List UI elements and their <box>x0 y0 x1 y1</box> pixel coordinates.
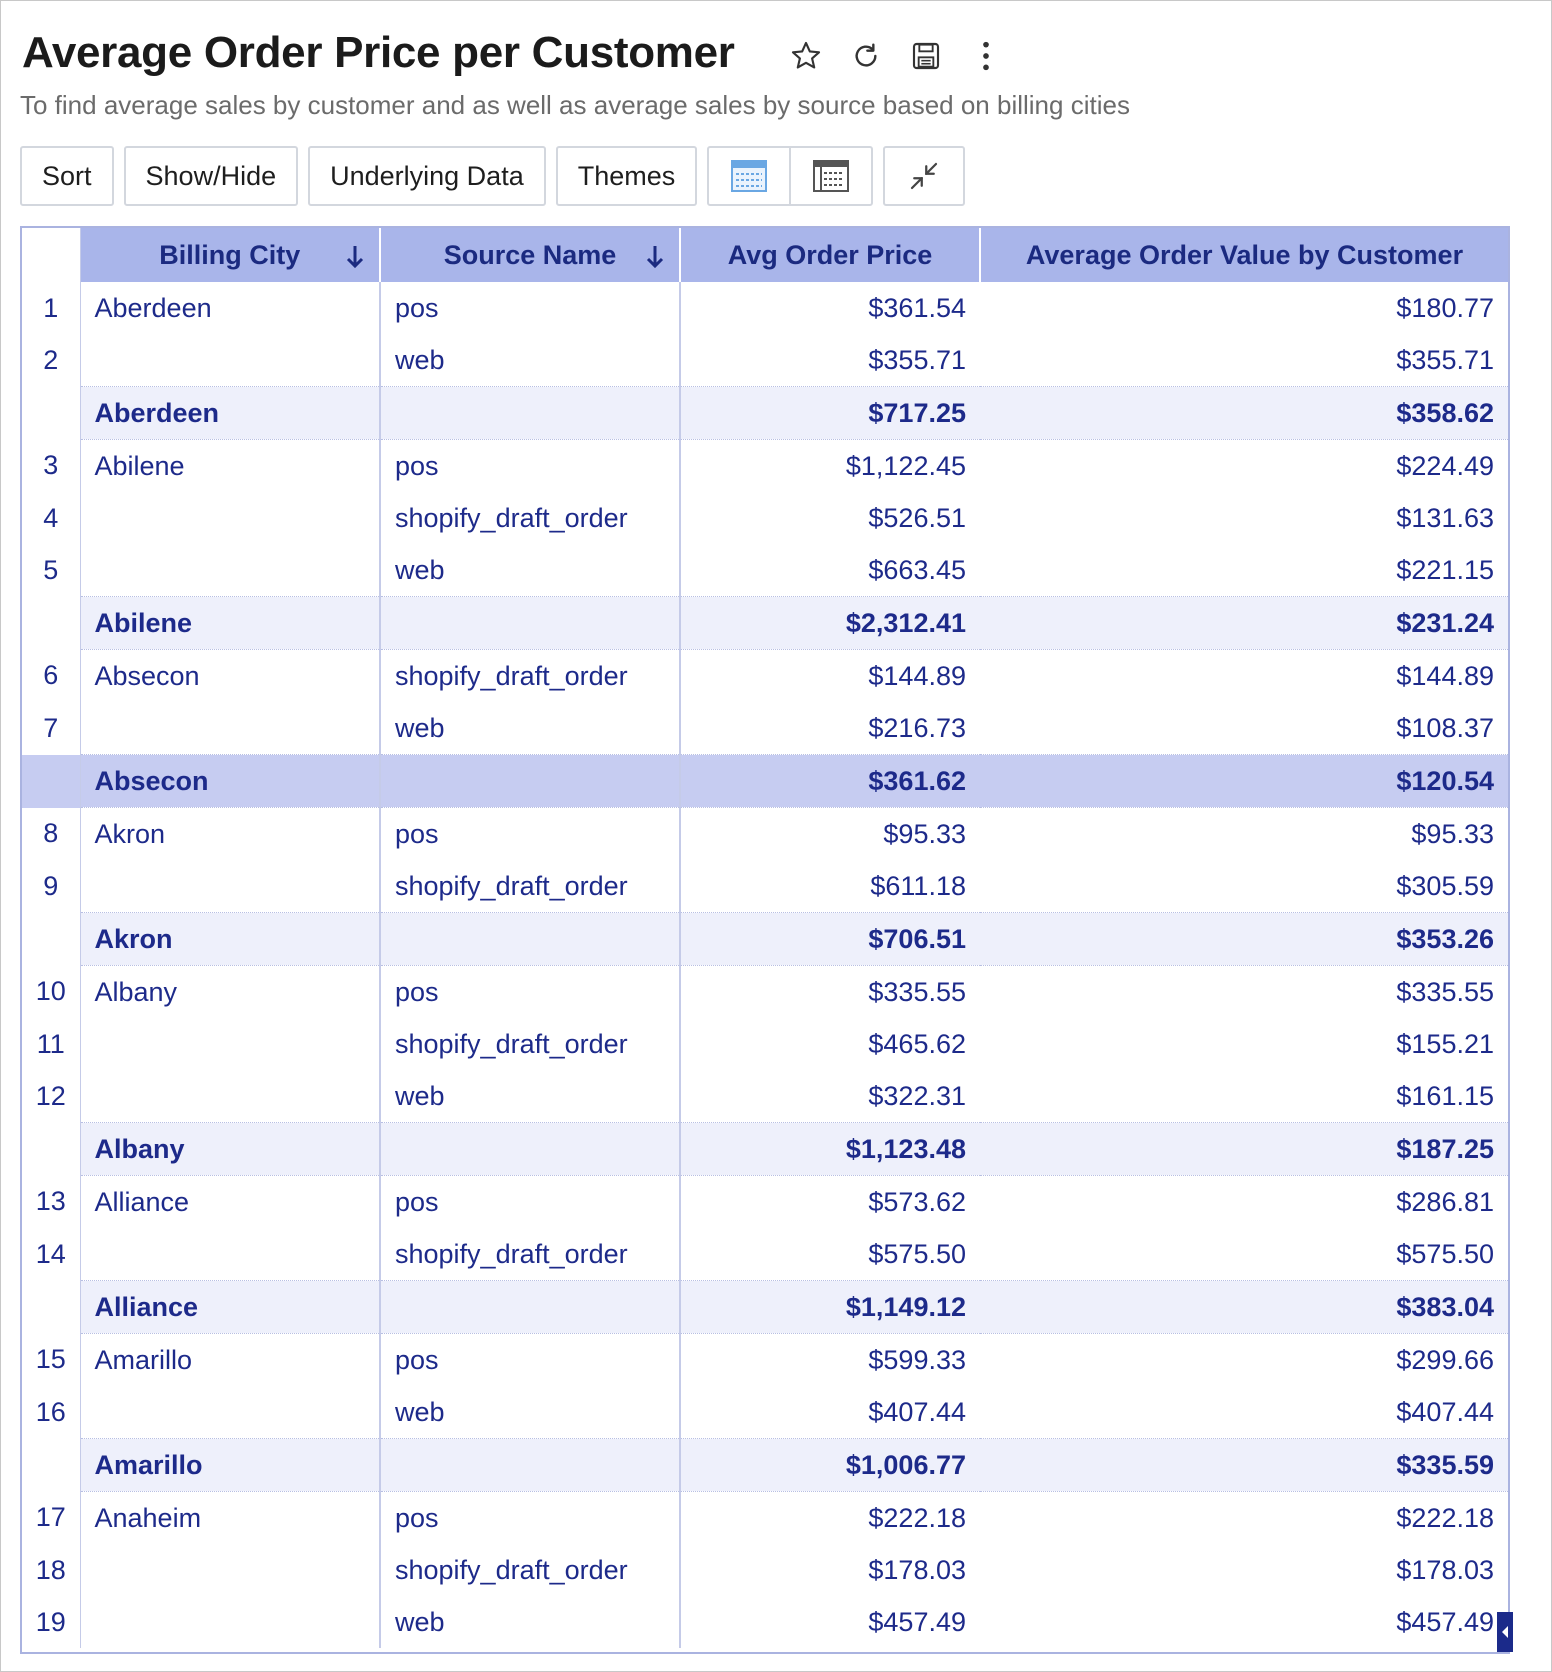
row-number-cell: 11 <box>22 1018 80 1070</box>
row-number-header <box>22 228 80 282</box>
title-actions <box>787 37 1005 75</box>
table-view-icon[interactable] <box>709 148 789 204</box>
row-number-cell: 19 <box>22 1596 80 1648</box>
avg-value-by-customer-cell: $353.26 <box>980 913 1508 966</box>
avg-order-price-cell: $1,122.45 <box>845 450 966 481</box>
row-number-cell <box>22 1281 80 1334</box>
subtotal-row[interactable] <box>22 387 1508 440</box>
row-number-cell: 9 <box>22 860 80 913</box>
avg-value-by-customer-cell: $144.89 <box>1396 660 1494 691</box>
billing-city-cell: Amarillo <box>80 1334 380 1387</box>
table-row[interactable] <box>22 702 1508 755</box>
billing-city-cell: Abilene <box>80 597 380 650</box>
avg-order-price-cell: $407.44 <box>868 1396 966 1427</box>
avg-order-price-cell: $1,149.12 <box>680 1281 980 1334</box>
billing-city-cell: Albany <box>80 966 380 1019</box>
row-number-cell: 10 <box>22 966 80 1019</box>
source-name-cell: shopify_draft_order <box>380 1544 680 1596</box>
avg-order-price-cell: $465.62 <box>868 1028 966 1059</box>
row-number-cell: 7 <box>22 702 80 755</box>
subtotal-row[interactable] <box>22 1281 1508 1334</box>
row-number-cell: 16 <box>22 1386 80 1439</box>
avg-order-price-cell: $335.55 <box>868 976 966 1007</box>
avg-value-by-customer-cell: $335.55 <box>1396 976 1494 1007</box>
source-name-cell: pos <box>380 966 680 1019</box>
avg-order-price-cell: $355.71 <box>868 344 966 375</box>
avg-order-price-cell: $144.89 <box>868 660 966 691</box>
subtotal-row[interactable] <box>22 913 1508 966</box>
avg-order-price-cell: $361.54 <box>868 292 966 323</box>
source-name-cell: pos <box>380 1492 680 1545</box>
table-row[interactable] <box>22 1596 1508 1648</box>
source-name-cell: pos <box>380 1176 680 1229</box>
avg-order-price-cell: $611.18 <box>870 870 966 901</box>
avg-value-by-customer-cell: $108.37 <box>1396 712 1494 743</box>
billing-city-cell <box>80 1596 380 1648</box>
source-name-cell <box>380 597 680 650</box>
avg-value-by-customer-cell: $161.15 <box>1396 1080 1494 1111</box>
table-row[interactable] <box>22 544 1508 597</box>
billing-city-cell <box>80 860 380 913</box>
avg-value-by-customer-cell: $221.15 <box>1396 554 1494 585</box>
billing-city-cell <box>80 544 380 597</box>
panel-toggle-handle[interactable] <box>1497 1612 1513 1652</box>
source-name-cell: web <box>380 334 680 387</box>
row-number-cell: 17 <box>22 1492 80 1545</box>
table-body <box>22 282 1508 1648</box>
row-number-cell: 15 <box>22 1334 80 1387</box>
billing-city-cell: Aberdeen <box>80 387 380 440</box>
source-name-cell: shopify_draft_order <box>380 860 680 913</box>
subtotal-row[interactable] <box>22 1123 1508 1176</box>
row-number-cell: 4 <box>22 492 80 544</box>
column-header-source-name[interactable] <box>380 228 680 282</box>
subtotal-row[interactable] <box>22 755 1508 808</box>
table-row[interactable] <box>22 492 1508 544</box>
table-row[interactable] <box>22 1544 1508 1596</box>
avg-order-price-cell: $361.62 <box>680 755 980 808</box>
favorite-star-icon[interactable] <box>787 37 825 75</box>
row-number-cell <box>22 387 80 440</box>
billing-city-cell <box>80 1228 380 1281</box>
source-name-cell <box>380 1439 680 1492</box>
billing-city-cell: Aberdeen <box>80 282 380 334</box>
avg-value-by-customer-cell: $155.21 <box>1396 1028 1494 1059</box>
source-name-cell <box>380 755 680 808</box>
sort-descending-icon[interactable] <box>645 244 665 277</box>
avg-order-price-cell: $526.51 <box>868 502 966 533</box>
row-number-cell: 1 <box>22 282 80 334</box>
column-header-avg-order-price[interactable]: Avg Order Price <box>680 228 980 282</box>
avg-order-price-cell: $599.33 <box>868 1344 966 1375</box>
billing-city-cell: Amarillo <box>80 1439 380 1492</box>
table-row[interactable] <box>22 650 1508 703</box>
avg-order-price-cell: $178.03 <box>868 1554 966 1585</box>
source-name-cell: web <box>380 1070 680 1123</box>
source-name-cell: web <box>380 544 680 597</box>
avg-value-by-customer-cell: $358.62 <box>980 387 1508 440</box>
billing-city-cell: Absecon <box>80 650 380 703</box>
avg-order-price-cell: $216.73 <box>868 712 966 743</box>
table-row[interactable] <box>22 1070 1508 1123</box>
source-name-cell: pos <box>380 282 680 334</box>
avg-value-by-customer-cell: $95.33 <box>1411 818 1494 849</box>
table-row[interactable] <box>22 1228 1508 1281</box>
source-name-cell <box>380 1281 680 1334</box>
table-row[interactable] <box>22 1176 1508 1229</box>
source-name-cell <box>380 913 680 966</box>
avg-value-by-customer-cell: $299.66 <box>1396 1344 1494 1375</box>
billing-city-cell: Anaheim <box>80 1492 380 1545</box>
billing-city-cell: Akron <box>80 913 380 966</box>
column-header-billing-city[interactable] <box>80 228 380 282</box>
page-title: Average Order Price per Customer <box>22 28 735 77</box>
avg-order-price-cell: $457.49 <box>868 1606 966 1637</box>
table-row[interactable] <box>22 808 1508 861</box>
billing-city-cell <box>80 702 380 755</box>
pivot-view-icon[interactable] <box>789 148 871 204</box>
source-name-cell: shopify_draft_order <box>380 650 680 703</box>
avg-value-by-customer-cell: $335.59 <box>980 1439 1508 1492</box>
row-number-cell <box>22 1439 80 1492</box>
row-number-cell: 18 <box>22 1544 80 1596</box>
underlying-data-button[interactable]: Underlying Data <box>308 146 546 206</box>
view-toggle-group <box>707 146 873 206</box>
avg-value-by-customer-cell: $383.04 <box>980 1281 1508 1334</box>
table-row[interactable] <box>22 1018 1508 1070</box>
row-number-cell: 5 <box>22 544 80 597</box>
source-name-cell <box>380 1123 680 1176</box>
avg-order-price-cell: $573.62 <box>868 1186 966 1217</box>
source-name-cell: shopify_draft_order <box>380 1228 680 1281</box>
billing-city-cell <box>80 1386 380 1439</box>
avg-value-by-customer-cell: $187.25 <box>980 1123 1508 1176</box>
row-number-cell <box>22 913 80 966</box>
source-name-cell: pos <box>380 1334 680 1387</box>
billing-city-cell <box>80 334 380 387</box>
avg-value-by-customer-cell: $305.59 <box>1396 870 1494 901</box>
billing-city-cell: Akron <box>80 808 380 861</box>
table-header-row <box>22 228 1508 282</box>
avg-order-price-cell: $2,312.41 <box>680 597 980 650</box>
subtotal-row[interactable] <box>22 597 1508 650</box>
save-icon[interactable] <box>907 37 945 75</box>
source-name-cell: web <box>380 702 680 755</box>
source-name-cell: web <box>380 1386 680 1439</box>
billing-city-cell <box>80 1070 380 1123</box>
avg-order-price-cell: $717.25 <box>680 387 980 440</box>
avg-order-price-cell: $222.18 <box>868 1502 966 1533</box>
avg-order-price-cell: $1,006.77 <box>680 1439 980 1492</box>
source-name-cell: shopify_draft_order <box>380 492 680 544</box>
billing-city-cell: Alliance <box>80 1176 380 1229</box>
column-header-label: Source Name <box>443 239 617 270</box>
avg-value-by-customer-cell: $575.50 <box>1396 1238 1494 1269</box>
pivot-table <box>20 226 1510 1654</box>
table-row[interactable] <box>22 1386 1508 1439</box>
table-row[interactable] <box>22 440 1508 493</box>
row-number-cell: 3 <box>22 440 80 493</box>
table-row[interactable] <box>22 1334 1508 1387</box>
avg-value-by-customer-cell: $286.81 <box>1396 1186 1494 1217</box>
billing-city-cell: Abilene <box>80 440 380 493</box>
avg-value-by-customer-cell: $224.49 <box>1396 450 1494 481</box>
avg-order-price-cell: $575.50 <box>868 1238 966 1269</box>
source-name-cell <box>380 387 680 440</box>
report-description: To find average sales by customer and as well as average sales by source based on billing cities <box>20 90 1130 120</box>
avg-value-by-customer-cell: $407.44 <box>1396 1396 1494 1427</box>
row-number-cell: 14 <box>22 1228 80 1281</box>
billing-city-cell: Alliance <box>80 1281 380 1334</box>
refresh-icon[interactable] <box>847 37 885 75</box>
more-options-icon[interactable] <box>967 37 1005 75</box>
collapse-icon[interactable] <box>883 146 965 206</box>
table-row[interactable] <box>22 860 1508 913</box>
billing-city-cell <box>80 1544 380 1596</box>
avg-order-price-cell: $1,123.48 <box>680 1123 980 1176</box>
toolbar <box>20 146 965 206</box>
table-row[interactable] <box>22 334 1508 387</box>
avg-order-price-cell: $95.33 <box>883 818 966 849</box>
row-number-cell: 8 <box>22 808 80 861</box>
billing-city-cell <box>80 1018 380 1070</box>
source-name-cell: pos <box>380 808 680 861</box>
avg-value-by-customer-cell: $457.49 <box>1396 1606 1494 1637</box>
row-number-cell <box>22 597 80 650</box>
column-header-avg-value-by-customer[interactable]: Average Order Value by Customer <box>980 228 1508 282</box>
billing-city-cell: Absecon <box>80 755 380 808</box>
avg-order-price-cell: $322.31 <box>868 1080 966 1111</box>
table-row[interactable] <box>22 282 1508 334</box>
title-row <box>22 28 1005 78</box>
sort-descending-icon[interactable] <box>345 244 365 277</box>
row-number-cell <box>22 755 80 808</box>
avg-value-by-customer-cell: $355.71 <box>1396 344 1494 375</box>
row-number-cell: 6 <box>22 650 80 703</box>
table-row[interactable] <box>22 966 1508 1019</box>
billing-city-cell <box>80 492 380 544</box>
table-row[interactable] <box>22 1492 1508 1545</box>
avg-value-by-customer-cell: $120.54 <box>980 755 1508 808</box>
themes-button[interactable]: Themes <box>556 146 698 206</box>
source-name-cell: shopify_draft_order <box>380 1018 680 1070</box>
source-name-cell: web <box>380 1596 680 1648</box>
row-number-cell: 2 <box>22 334 80 387</box>
avg-order-price-cell: $663.45 <box>868 554 966 585</box>
row-number-cell <box>22 1123 80 1176</box>
avg-value-by-customer-cell: $222.18 <box>1396 1502 1494 1533</box>
avg-value-by-customer-cell: $180.77 <box>1396 292 1494 323</box>
row-number-cell: 12 <box>22 1070 80 1123</box>
avg-value-by-customer-cell: $178.03 <box>1396 1554 1494 1585</box>
avg-value-by-customer-cell: $231.24 <box>980 597 1508 650</box>
row-number-cell: 13 <box>22 1176 80 1229</box>
show-hide-button[interactable]: Show/Hide <box>124 146 299 206</box>
avg-value-by-customer-cell: $131.63 <box>1396 502 1494 533</box>
column-header-label: Billing City <box>159 239 301 270</box>
billing-city-cell: Albany <box>80 1123 380 1176</box>
avg-order-price-cell: $706.51 <box>680 913 980 966</box>
source-name-cell: pos <box>380 440 680 493</box>
sort-button[interactable]: Sort <box>20 146 114 206</box>
subtotal-row[interactable] <box>22 1439 1508 1492</box>
